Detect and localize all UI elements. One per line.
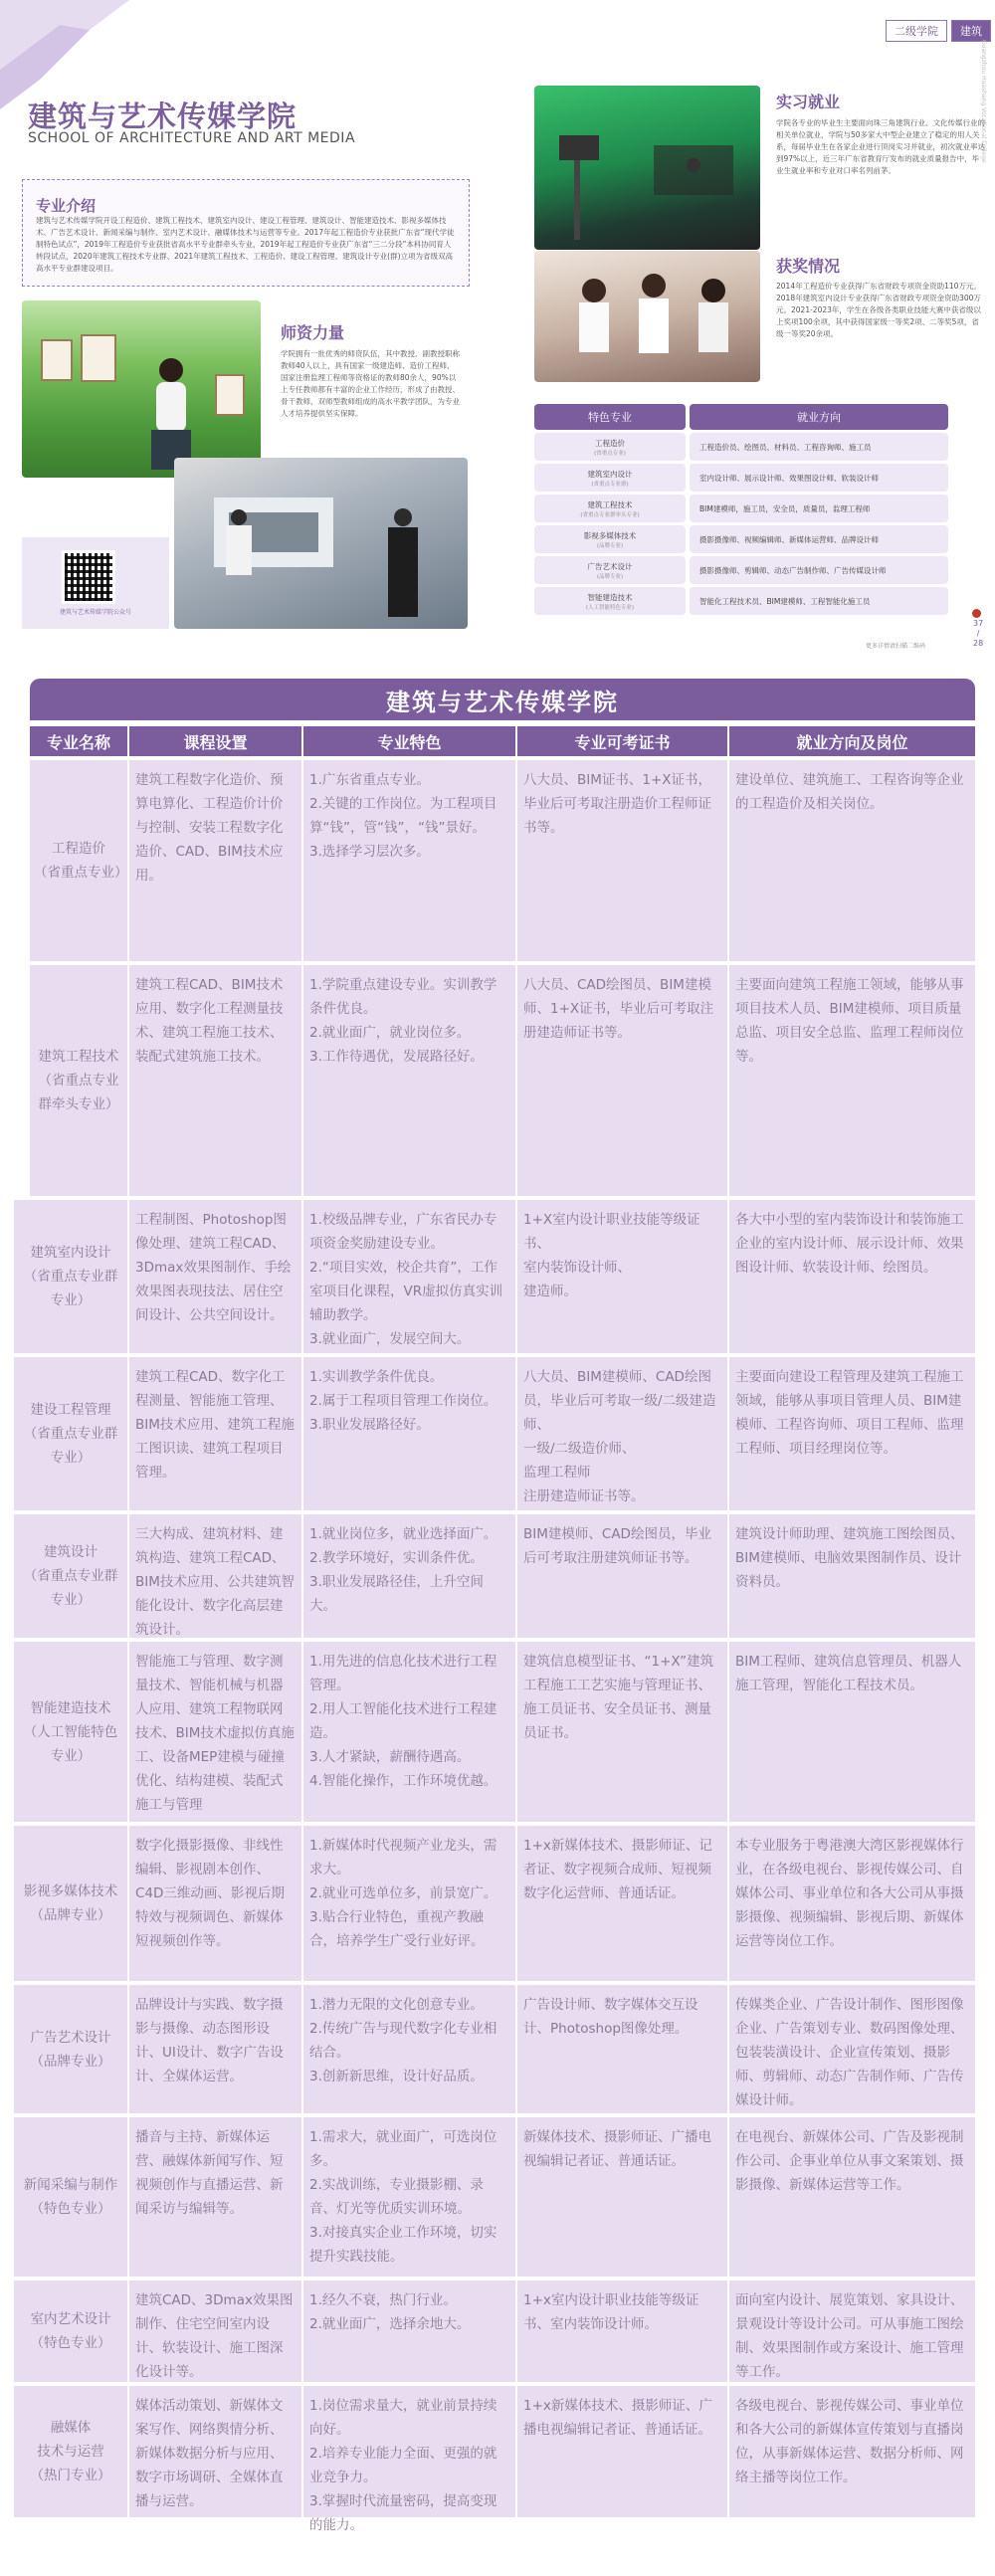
cell-certs: BIM建模师、CAD绘图员，毕业后可考取注册建筑师证书等。 <box>517 1514 727 1638</box>
header-features: 专业特色 <box>303 726 515 756</box>
mini-cell-jobs: 摄影摄像师、剪辑师、动态广告制作师、广告传媒设计师 <box>690 556 948 584</box>
mini-cell-jobs: 工程造价员、绘图员、材料员、工程咨询师、施工员 <box>690 433 948 461</box>
photo-tv-studio <box>534 86 760 250</box>
cell-features: 1.经久不衰，热门行业。 2.就业面广，选择余地大。 <box>303 2280 515 2382</box>
cell-major-name: 建筑设计 （省重点专业群专业） <box>14 1514 127 1638</box>
mini-cell-jobs: BIM建模师，施工员，安全员，质量员，监理工程师 <box>690 495 948 522</box>
teachers-text: 学院拥有一批优秀的师资队伍，其中教授、副教授职称教师40人以上，具有国家一级建造师、造价工程师、国家注册监理工程师等资格证的教师80余人，90%以上专任教师都有丰富的企业工作经历，形成了由教授、骨干教师、双师型教师组成的高水平教学团队，为专业人才培养提供坚实保障。 <box>281 349 460 418</box>
school-subtitle-en: SCHOOL OF ARCHITECTURE AND ART MEDIA <box>28 130 356 146</box>
side-vertical-text: Guangzhou Huashang Vocational College <box>980 40 987 163</box>
mini-cell-jobs: 智能化工程技术员、BIM建模师、工程智能化施工员 <box>690 587 948 615</box>
cell-courses: 三大构成、建筑材料、建筑构造、建筑工程CAD、BIM技术应用、公共建筑智能化设计、数字化高层建筑设计。 <box>129 1514 301 1638</box>
mini-cell-jobs: 摄影摄像师、视频编辑师、新媒体运营师、品牌设计师 <box>690 525 948 553</box>
header-major-name: 专业名称 <box>30 726 127 756</box>
cell-jobs: 面向室内设计、展览策划、家具设计、景观设计等设计公司。可从事施工图绘制、效果图制作或方案设计、施工管理等工作。 <box>729 2280 975 2382</box>
internship-text: 学院各专业的毕业生主要面向珠三角建筑行业、文化传媒行业的相关单位就业，学院与50多家大中型企业建立了稳定的用人关系，每届毕业生在各家企业进行顶岗实习并就业，初次就业率达到97%以上，近三年广东省教育厅发布的就业质量报告中，毕业生就业率和专业对口率名列前茅。 <box>776 118 985 175</box>
cell-certs: 建筑信息模型证书、“1+X”建筑工程施工工艺实施与管理证书、施工员证书、安全员证书、测量员证书。 <box>517 1642 727 1822</box>
intro-title: 专业介绍 <box>36 197 97 215</box>
cell-major-name: 智能建造技术 （人工智能特色专业） <box>14 1642 127 1822</box>
teachers-title: 师资力量 <box>281 323 345 342</box>
header-courses: 课程设置 <box>129 726 301 756</box>
cell-major-name: 工程造价 （省重点专业） <box>30 760 127 961</box>
qr-caption: 建筑与艺术传媒学院公众号 <box>59 609 131 616</box>
cell-jobs: 主要面向建设工程管理及建筑工程施工领域，能够从事项目管理人员、BIM建模师、工程咨询师、项目工程师、监理工程师、项目经理岗位等。 <box>729 1357 975 1510</box>
page-marker-dot <box>972 609 981 618</box>
cell-courses: 工程制图、Photoshop图像处理、建筑工程CAD、3Dmax效果图制作、手绘效果图表现技法、居住空间设计、公共空间设计。 <box>129 1200 301 1353</box>
cell-features: 1.校级品牌专业，广东省民办专项资金奖励建设专业。 2.“项目实效，校企共育”，工作室项目化课程，VR虚拟仿真实训辅助教学。 3.就业面广，发展空间大。 <box>303 1200 515 1353</box>
cell-major-name: 建筑室内设计 （省重点专业群专业） <box>14 1200 127 1353</box>
cell-features: 1.就业岗位多，就业选择面广。 2.教学环境好，实训条件优。 3.职业发展路径佳，上升空间大。 <box>303 1514 515 1638</box>
cell-certs: 1+x室内设计职业技能等级证书、室内装饰设计师。 <box>517 2280 727 2382</box>
tab-secondary-college[interactable]: 二级学院 <box>886 20 947 42</box>
mini-table-row <box>534 525 948 553</box>
cell-jobs: 主要面向建筑工程施工领域，能够从事项目技术人员、BIM建模师、项目质量总监、项目安全总监、监理工程师岗位等。 <box>729 965 975 1196</box>
mini-header-major: 特色专业 <box>534 404 686 430</box>
cell-major-name: 广告艺术设计 （品牌专业） <box>14 1985 127 2113</box>
cell-features: 1.潜力无限的文化创意专业。 2.传统广告与现代数字化专业相结合。 3.创新新思维，设计好品质。 <box>303 1985 515 2113</box>
main-table-title: 建筑与艺术传媒学院 <box>30 679 975 720</box>
cell-major-name: 室内艺术设计 （特色专业） <box>14 2280 127 2382</box>
cell-certs: 广告设计师、数字媒体交互设计、Photoshop图像处理。 <box>517 1985 727 2113</box>
cell-certs: 八大员、BIM证书、1+X证书，毕业后可考取注册造价工程师证书等。 <box>517 760 727 961</box>
school-title: 建筑与艺术传媒学院 <box>28 99 298 133</box>
cell-jobs: 在电视台、新媒体公司、广告及影视制作公司、企事业单位从事文案策划、摄影摄像、新媒体运营等工作。 <box>729 2117 975 2277</box>
cell-features: 1.实训教学条件优良。 2.属于工程项目管理工作岗位。 3.职业发展路径好。 <box>303 1357 515 1510</box>
mini-cell-major: 广告艺术设计 (品牌专业) <box>534 556 686 584</box>
cell-features: 1.广东省重点专业。 2.关键的工作岗位。为工程项目算“钱”，管“钱”，“钱”景好。 3.选择学习层次多。 <box>303 760 515 961</box>
header-certs: 专业可考证书 <box>517 726 727 756</box>
cell-jobs: 传媒类企业、广告设计制作、图形图像企业、广告策划专业、数码图像处理、包装装潢设计、企业宣传策划、摄影师、剪辑师、动态广告制作师、广告传媒设计师。 <box>729 1985 975 2113</box>
cell-jobs: 建设单位、建筑施工、工程咨询等企业的工程造价及相关岗位。 <box>729 760 975 961</box>
header-jobs: 就业方向及岗位 <box>729 726 975 756</box>
cell-features: 1.用先进的信息化技术进行工程管理。 2.用人工智能化技术进行工程建造。 3.人才紧缺，薪酬待遇高。 4.智能化操作，工作环境优越。 <box>303 1642 515 1822</box>
cell-courses: 智能施工与管理、数字测量技术、智能机械与机器人应用、建筑工程物联网技术、BIM技术虚拟仿真施工、设备MEP建模与碰撞优化、结构建模、装配式施工与管理 <box>129 1642 301 1822</box>
tab-architecture[interactable]: 建筑 <box>951 20 991 42</box>
cell-certs: 1+X室内设计职业技能等级证书、 室内装饰设计师、 建造师。 <box>517 1200 727 1353</box>
cell-courses: 建筑CAD、3Dmax效果图制作、住宅空间室内设计、软装设计、施工图深化设计等。 <box>129 2280 301 2382</box>
cell-courses: 媒体活动策划、新媒体文案写作、网络舆情分析、新媒体数据分析与应用、数字市场调研、全媒体直播与运营。 <box>129 2386 301 2517</box>
cell-certs: 1+x新媒体技术、摄影师证、广播电视编辑记者证、普通话证。 <box>517 2386 727 2517</box>
photo-classroom <box>174 458 468 629</box>
photo-award-students <box>534 251 760 382</box>
decorative-corner <box>0 0 129 109</box>
mini-cell-major: 工程造价 (省重点专业) <box>534 433 686 461</box>
mini-table-row <box>534 495 948 522</box>
photo-painting-students <box>22 300 261 478</box>
mini-cell-major: 建筑工程技术 (省重点专业群牵头专业) <box>534 495 686 522</box>
cell-major-name: 建设工程管理 （省重点专业群专业） <box>14 1357 127 1510</box>
featured-majors-table <box>534 404 948 618</box>
mini-table-row <box>534 433 948 461</box>
mini-cell-major: 影视多媒体技术 (品牌专业) <box>534 525 686 553</box>
cell-courses: 建筑工程CAD、BIM技术应用、数字化工程测量技术、建筑工程施工技术、装配式建筑施工技术。 <box>129 965 301 1196</box>
cell-features: 1.学院重点建设专业。实训教学条件优良。 2.就业面广，就业岗位多。 3.工作待遇优，发展路径好。 <box>303 965 515 1196</box>
cell-jobs: 各大中小型的室内装饰设计和装饰施工企业的室内设计师、展示设计师、效果图设计师、软装设计师、绘图员。 <box>729 1200 975 1353</box>
cell-certs: 1+x新媒体技术、摄影师证、记者证、数字视频合成师、短视频数字化运营师、普通话证。 <box>517 1826 727 1981</box>
mini-cell-major: 建筑室内设计 (省重点专业群) <box>534 464 686 492</box>
mini-header-jobs: 就业方向 <box>690 404 948 430</box>
awards-text: 2014年工程造价专业获得广东省财政专项资金资助110万元。2018年建筑室内设计专业获得广东省财政专项资金资助300万元。2021-2023年，学生在各级各类职业技能大赛中获省级以上奖项100余项，其中获得国家级一等奖2项、二等奖5项，省级一等奖20余项。 <box>776 282 981 338</box>
intro-text: 建筑与艺术传媒学院开设工程造价、建筑工程技术、建筑室内设计、建设工程管理、建筑设计、智能建造技术、影视多媒体技术、广告艺术设计、新闻采编与制作、室内艺术设计、融媒体技术与运营等专业。2017年起工程造价专业获批广东省“现代学徒制特色试点”，2019年工程造价专业获批省高水平专业群牵头专业，2019年起工程造价专业获广东省“三二分段”本科协同育人转段试点，2020年建筑工程技术专业群、2021年建筑工程技术、工程造价、建设工程管理、建筑设计专业(群)立项为省级双高高水平专业群建设项目。 <box>36 216 455 273</box>
cell-courses: 品牌设计与实践、数字摄影与摄像、动态图形设计、UI设计、数字广告设计、全媒体运营。 <box>129 1985 301 2113</box>
internship-title: 实习就业 <box>776 93 841 111</box>
cell-features: 1.需求大，就业面广，可选岗位多。 2.实战训练，专业摄影棚、录音、灯光等优质实训环境。 3.对接真实企业工作环境，切实提升实践技能。 <box>303 2117 515 2277</box>
top-tabs <box>886 20 991 42</box>
cell-major-name: 建筑工程技术 （省重点专业群牵头专业） <box>30 965 127 1196</box>
cell-jobs: BIM工程师、建筑信息管理员、机器人施工管理，智能化工程技术员。 <box>729 1642 975 1822</box>
cell-jobs: 各级电视台、影视传媒公司、事业单位和各大公司的新媒体宣传策划与直播岗位，从事新媒体运营、数据分析师、网络主播等岗位工作。 <box>729 2386 975 2517</box>
mini-table-row <box>534 587 948 615</box>
page-number: 37 / 28 <box>973 619 984 648</box>
mini-cell-major: 智能建造技术 (人工智能特色专业) <box>534 587 686 615</box>
cell-courses: 数字化摄影摄像、非线性编辑、影视剧本创作、C4D三维动画、影视后期特效与视频调色、新媒体短视频创作等。 <box>129 1826 301 1981</box>
mini-footnote: 更多详情请扫描二维码 <box>866 643 926 650</box>
mini-table-row <box>534 464 948 492</box>
cell-major-name: 新闻采编与制作 （特色专业） <box>14 2117 127 2277</box>
awards-title: 获奖情况 <box>776 257 841 276</box>
mini-table-row <box>534 556 948 584</box>
cell-jobs: 本专业服务于粤港澳大湾区影视媒体行业，在各级电视台、影视传媒公司、自媒体公司、事业单位和各大公司从事摄影摄像、视频编辑、影视后期、新媒体运营等岗位工作。 <box>729 1826 975 1981</box>
cell-courses: 建筑工程数字化造价、预算电算化、工程造价计价与控制、安装工程数字化造价、CAD、BIM技术应用。 <box>129 760 301 961</box>
cell-courses: 播音与主持、新媒体运营、融媒体新闻写作、短视频创作与直播运营、新闻采访与编辑等。 <box>129 2117 301 2277</box>
cell-major-name: 融媒体 技术与运营 （热门专业） <box>14 2386 127 2517</box>
cell-courses: 建筑工程CAD、数字化工程测量、智能施工管理、BIM技术应用、建筑工程施工图识读、建筑工程项目管理。 <box>129 1357 301 1510</box>
cell-features: 1.岗位需求量大，就业前景持续向好。 2.培养专业能力全面、更强的就业竞争力。 3.掌握时代流量密码，提高变现的能力。 <box>303 2386 515 2517</box>
cell-certs: 新媒体技术、摄影师证、广播电视编辑记者证、普通话证。 <box>517 2117 727 2277</box>
qr-code-icon[interactable] <box>62 550 115 604</box>
cell-features: 1.新媒体时代视频产业龙头，需求大。 2.就业可选单位多，前景宽广。 3.贴合行业特色，重视产教融合，培养学生广受行业好评。 <box>303 1826 515 1981</box>
cell-major-name: 影视多媒体技术 （品牌专业） <box>14 1826 127 1981</box>
cell-certs: 八大员、BIM建模师、CAD绘图员，毕业后可考取一级/二级建造师、 一级/二级造价师、 监理工程师 注册建造师证书等。 <box>517 1357 727 1510</box>
mini-cell-jobs: 室内设计师、展示设计师、效果图设计师、软装设计师 <box>690 464 948 492</box>
cell-jobs: 建筑设计师助理、建筑施工图绘图员、BIM建模师、电脑效果图制作员、设计资料员。 <box>729 1514 975 1638</box>
cell-certs: 八大员、CAD绘图员、BIM建模师、1+X证书，毕业后可考取注册建造师证书等。 <box>517 965 727 1196</box>
